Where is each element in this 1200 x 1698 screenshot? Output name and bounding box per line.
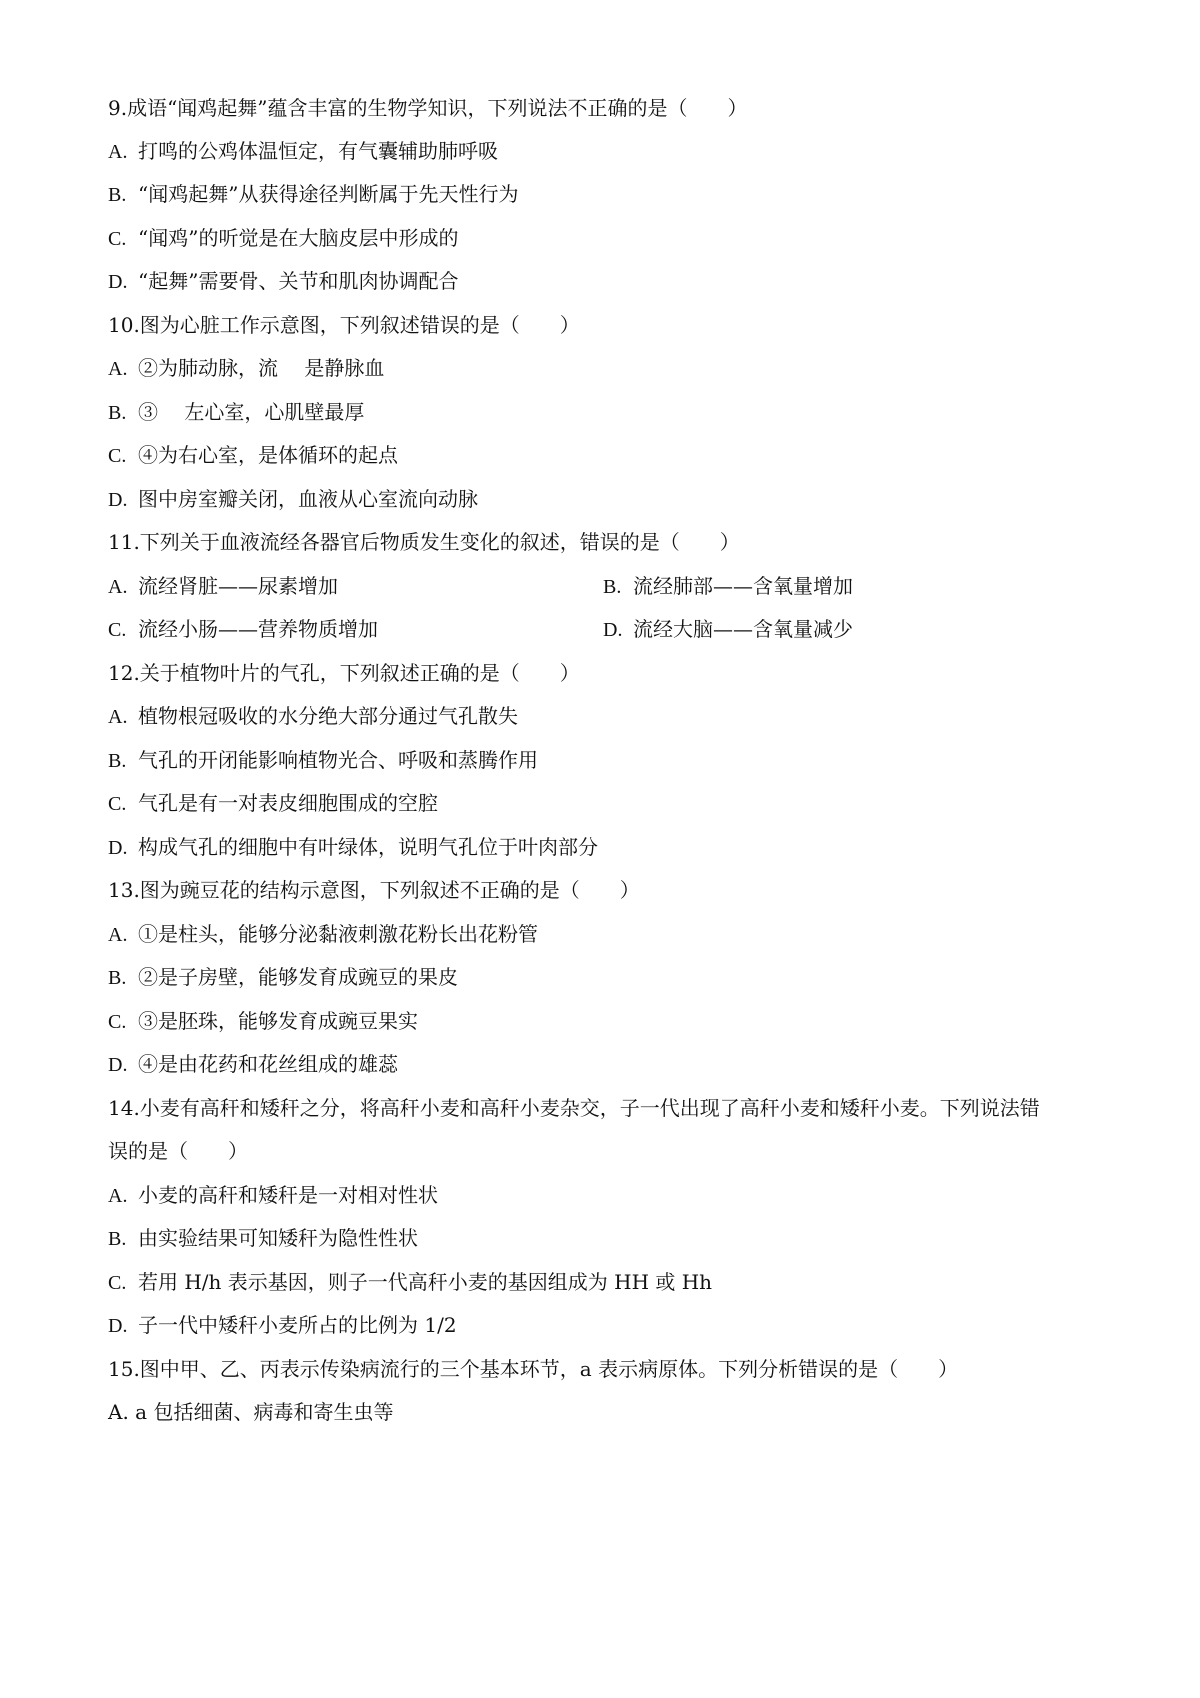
q15-stem: 15.图中甲、乙、丙表示传染病流行的三个基本环节，a 表示病原体。下列分析错误的是（ ） [108, 1357, 959, 1381]
option-letter: C. [108, 1272, 127, 1294]
q13-stem: 13.图为豌豆花的结构示意图，下列叙述不正确的是（ ） [108, 878, 640, 902]
option-letter: B. [108, 1228, 127, 1250]
option-letter: D. [108, 489, 128, 511]
option-letter: A. [108, 358, 128, 380]
option-letter: C. [108, 228, 127, 250]
q10-stem: 10.图为心脏工作示意图，下列叙述错误的是（ ） [108, 313, 580, 337]
option-letter: A. [108, 576, 128, 598]
q9-stem: 9.成语“闻鸡起舞”蕴含丰富的生物学知识，下列说法不正确的是（ ） [108, 96, 748, 120]
option-letter: B. [108, 967, 127, 989]
option-text: ④为右心室，是体循环的起点 [138, 443, 398, 467]
q14-option-b [108, 1224, 418, 1253]
option-letter: A. [108, 1185, 128, 1207]
option-text: 流经大脑——含氧量减少 [633, 617, 853, 641]
option-text: 气孔的开闭能影响植物光合、呼吸和蒸腾作用 [138, 748, 538, 772]
option-letter: D. [108, 1054, 128, 1076]
q14-stem-line2: 误的是（ ） [108, 1139, 248, 1163]
option-text: “闻鸡”的听觉是在大脑皮层中形成的 [138, 226, 459, 250]
q14-option-d [108, 1311, 457, 1340]
option-text: ①是柱头，能够分泌黏液刺激花粉长出花粉管 [138, 922, 538, 946]
q9-option-a [108, 137, 498, 166]
option-letter: B. [108, 750, 127, 772]
q15-option-a: A. a 包括细菌、病毒和寄生虫等 [108, 1400, 394, 1424]
option-text: 子一代中矮秆小麦所占的比例为 1/2 [138, 1313, 457, 1337]
option-text: ④是由花药和花丝组成的雄蕊 [138, 1052, 398, 1076]
option-letter: B. [108, 402, 127, 424]
q10-option-a [108, 354, 384, 383]
option-text: “起舞”需要骨、关节和肌肉协调配合 [138, 269, 459, 293]
option-text: ②为肺动脉，流 是静脉血 [138, 356, 385, 380]
q11-option-c [108, 615, 378, 644]
option-text: ②是子房壁，能够发育成豌豆的果皮 [138, 965, 458, 989]
option-text: 气孔是有一对表皮细胞围成的空腔 [138, 791, 438, 815]
option-letter: C. [108, 619, 127, 641]
option-letter: A. [108, 924, 128, 946]
q9-option-c [108, 224, 458, 253]
q14-option-c [108, 1268, 712, 1297]
option-text: 流经小肠——营养物质增加 [138, 617, 378, 641]
q9-option-d [108, 267, 458, 296]
option-letter: D. [108, 837, 128, 859]
q14-option-a [108, 1181, 438, 1210]
q12-option-c [108, 789, 438, 818]
option-text: 由实验结果可知矮秆为隐性性状 [138, 1226, 418, 1250]
q13-option-c [108, 1007, 418, 1036]
option-text: 植物根冠吸收的水分绝大部分通过气孔散失 [138, 704, 518, 728]
option-text: 打鸣的公鸡体温恒定，有气囊辅助肺呼吸 [138, 139, 498, 163]
option-text: “闻鸡起舞”从获得途径判断属于先天性行为 [138, 182, 519, 206]
option-letter: A. [108, 706, 128, 728]
option-text: 小麦的高秆和矮秆是一对相对性状 [138, 1183, 438, 1207]
q11-option-a [108, 572, 338, 601]
option-text: 构成气孔的细胞中有叶绿体，说明气孔位于叶肉部分 [138, 835, 598, 859]
q9-option-b [108, 180, 518, 209]
q10-option-c [108, 441, 398, 470]
option-letter: C. [108, 793, 127, 815]
option-text: 图中房室瓣关闭，血液从心室流向动脉 [138, 487, 478, 511]
option-letter: B. [108, 184, 127, 206]
q13-option-d [108, 1050, 398, 1079]
q12-option-d [108, 833, 598, 862]
q14-stem-line1: 14.小麦有高秆和矮秆之分，将高秆小麦和高秆小麦杂交，子一代出现了高秆小麦和矮秆小麦。下列说法错 [108, 1096, 1040, 1120]
option-letter: D. [108, 1315, 128, 1337]
q11-option-d [603, 615, 853, 644]
q12-option-a [108, 702, 518, 731]
q13-option-b [108, 963, 458, 992]
q12-stem: 12.关于植物叶片的气孔，下列叙述正确的是（ ） [108, 661, 580, 685]
option-text: 流经肾脏——尿素增加 [138, 574, 338, 598]
option-letter: C. [108, 445, 127, 467]
q11-option-b [603, 572, 853, 601]
option-text: 流经肺部——含氧量增加 [633, 574, 853, 598]
option-text: 若用 H/h 表示基因，则子一代高秆小麦的基因组成为 HH 或 Hh [138, 1270, 713, 1294]
q12-option-b [108, 746, 538, 775]
option-text: ③是胚珠，能够发育成豌豆果实 [138, 1009, 418, 1033]
q13-option-a [108, 920, 538, 949]
option-letter: B. [603, 576, 622, 598]
option-letter: D. [603, 619, 623, 641]
q10-option-b [108, 398, 364, 427]
option-letter: D. [108, 271, 128, 293]
option-letter: C. [108, 1011, 127, 1033]
q11-stem: 11.下列关于血液流经各器官后物质发生变化的叙述，错误的是（ ） [108, 530, 740, 554]
option-letter: A. [108, 141, 128, 163]
q10-option-d [108, 485, 478, 514]
option-text: ③ 左心室，心肌壁最厚 [138, 400, 365, 424]
